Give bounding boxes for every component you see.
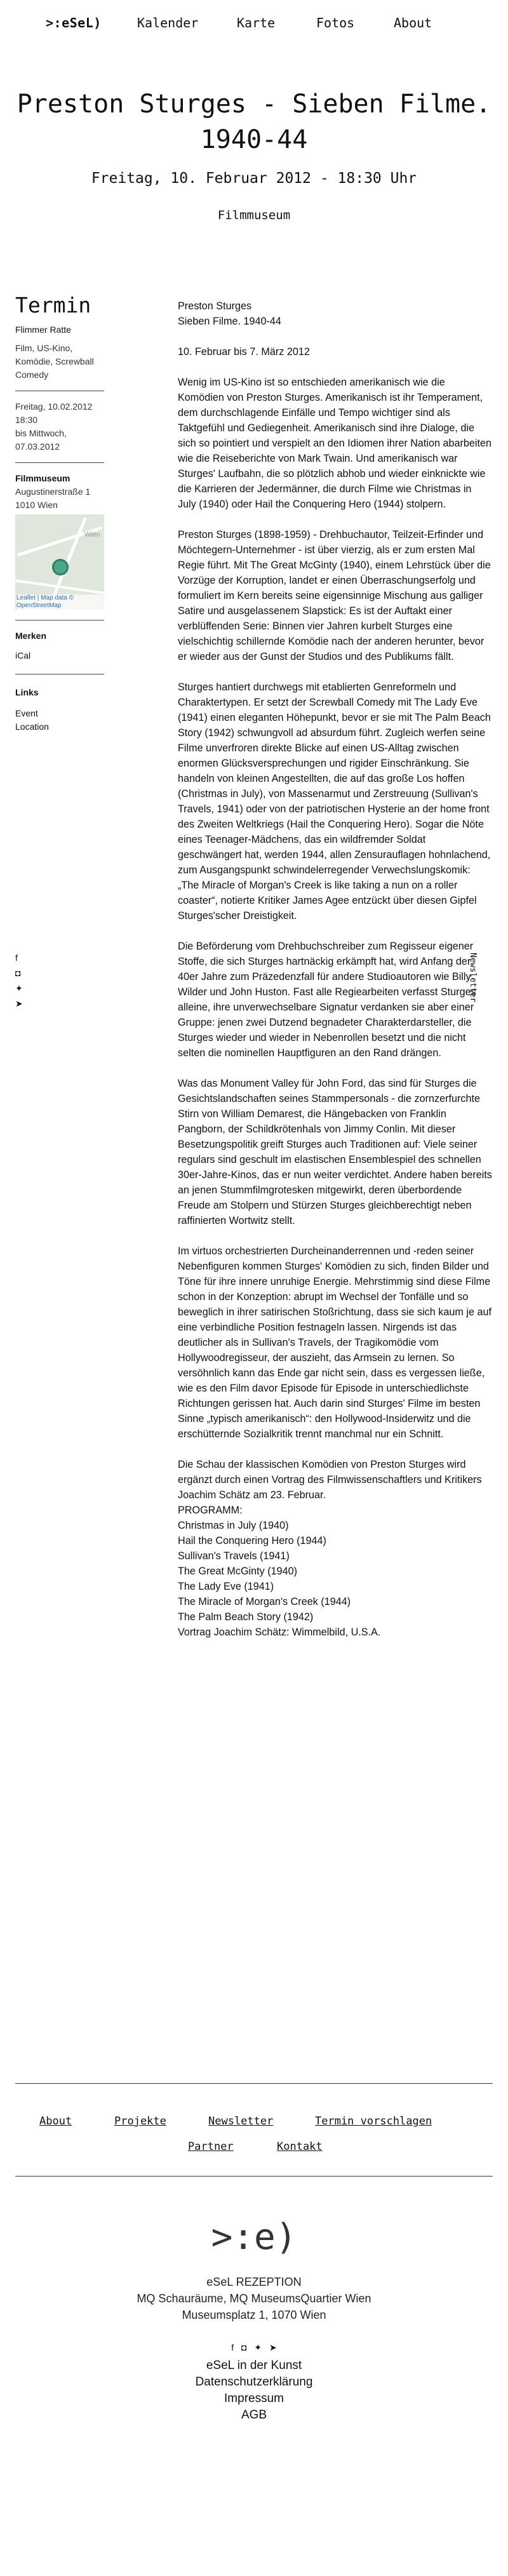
nav-karte[interactable]: Karte (237, 15, 276, 30)
twitter-icon[interactable]: ✦ (15, 983, 23, 993)
footer-link-partner[interactable]: Partner (188, 2140, 234, 2153)
instagram-icon[interactable]: ◘ (15, 968, 21, 978)
program-item: The Palm Beach Story (1942) (178, 1611, 314, 1623)
ical-link[interactable]: iCal (15, 650, 31, 661)
event-description (178, 299, 492, 1655)
reception-title: eSeL REZEPTION (206, 2276, 302, 2288)
nav-fotos[interactable]: Fotos (316, 15, 355, 30)
paragraph: Die Beförderung vom Drehbuchschreiber zum Regisseur eigener Stoffe, die sich Sturges hartnäckig erkämpft hat, wird Anfang der 40er Jahre zum Präzedenzfall für andere Studioautoren wie Billy Wilder und John Huston. Fast alle Regiearbeiten verfasst Sturges alleine, ihre unverwechselbare Signatur verdanken sie aber einer Gruppe: jenen zwei Dutzend begnadeter Charakterdarsteller, die Sturges wieder und wieder in Nebenrollen besetzt und die nicht selten die nominellen Hauptfiguren an den Rand drängen. (178, 941, 476, 1059)
venue-name[interactable]: Filmmuseum (15, 473, 70, 483)
footer-link-about[interactable]: About (39, 2115, 72, 2128)
time-start-date: Freitag, 10.02.2012 (15, 401, 93, 412)
twitter-icon[interactable]: ✦ (254, 2342, 262, 2352)
footer-divider (15, 2176, 493, 2177)
nav-about[interactable]: About (394, 15, 432, 30)
instagram-icon[interactable]: ◘ (241, 2342, 247, 2352)
venue-city: 1010 Wien (15, 500, 58, 510)
tag-flimmer-ratte[interactable]: Flimmer Ratte (15, 325, 71, 335)
sidebar-divider (15, 620, 104, 621)
nav-kalender[interactable]: Kalender (137, 15, 199, 30)
telegram-icon[interactable]: ➤ (15, 998, 23, 1009)
program-item: Christmas in July (1940) (178, 1520, 289, 1531)
event-link[interactable]: Event (15, 708, 38, 718)
event-date: Freitag, 10. Februar 2012 - 18:30 Uhr (91, 170, 417, 187)
paragraph: Was das Monument Valley für John Ford, das sind für Sturges die Gesichtslandschaften seines Stammpersonals - die zornzerfurchte Stirn von William Demarest, die Hängebacken von Franklin Pangborn, der Schildkrötenhals von Jimmy Conlin. Mit dieser Besetzungspolitik greift Sturges auch Traditionen auf: Viele seiner regulars sind geschult im elastischen Ensemblespiel des schnellen 30er-Jahre-Kinos, das er nun weiter verdichtet. Andere haben bereits an jenen Stummfilmgrotesken mitgewirkt, deren überbordende Freude am Stolpern und Stürzen Sturges gleichberechtigt neben raffinierten Wortwitz stellt. (178, 1078, 492, 1226)
paragraph: Im virtuos orchestrierten Durcheinanderrennen und -reden seiner Nebenfiguren kommen Sturges' Komödien zu sich, finden Bilder und Töne für ihre innere unruhige Energie. Mehrstimmig sind diese Filme schon in der Konzeption: abrupt im Wechsel der Tonfälle und so beweglich in ihrer satirischen Stoßrichtung, dass sie sich kaum je auf eine verbindliche Position festnageln lassen. Nirgends ist das deutlicher als in Sullivan's Travels, der Tragikomödie vom Hollywoodregisseur, der auszieht, das Armsein zu lernen. So versöhnlich kann das Ende gar nicht sein, dass es vergessen ließe, wie es den Film davor Episode für Episode in unterschiedlichste Richtungen gerissen hat. Auch darin sind Sturges' Filme im besten Sinne „typisch amerikanisch“: den Hollywood-Insiderwitz und die erschütternde Sozialkritik trennt manchmal nur ein Schnitt. (178, 1245, 491, 1440)
program-heading: PROGRAMM: (178, 1505, 243, 1516)
social-share-bar (15, 950, 28, 1011)
top-navigation (0, 0, 508, 48)
footer-link-esel-kunst[interactable]: eSeL in der Kunst (206, 2359, 302, 2372)
event-venue[interactable]: Filmmuseum (217, 208, 291, 222)
date-range: 10. Februar bis 7. März 2012 (178, 346, 310, 358)
footer-divider (15, 2083, 493, 2084)
footer-link-agb[interactable]: AGB (241, 2408, 267, 2422)
time-until: bis Mittwoch, (15, 428, 67, 438)
footer-link-impressum[interactable]: Impressum (224, 2392, 284, 2405)
telegram-icon[interactable]: ➤ (269, 2342, 277, 2352)
map-attribution[interactable]: Leaflet | Map data © OpenStreetMap (17, 594, 104, 610)
time-end-date: 07.03.2012 (15, 441, 60, 452)
footer-address (0, 2274, 508, 2323)
program-intro: Die Schau der klassischen Komödien von Preston Sturges wird ergänzt durch einen Vortrag des Filmwissenschaftlers und Kritikers Joachim Schätz am 23. Februar. (178, 1459, 482, 1501)
footer-social (0, 2342, 508, 2353)
footer-logo[interactable]: >:e) (211, 2217, 297, 2258)
paragraph: Preston Sturges (1898-1959) - Drehbuchautor, Teilzeit-Erfinder und Möchtegern-Unternehmer - ist über vierzig, als er zum ersten Mal Regie führt. Mit The Great McGinty (1940), einem Lehrstück über die Vorzüge der Korruption, landet er einen Überraschungserfolg und formuliert im Kern bereits seine eigensinnige Mischung aus galliger Satire und ausgelassenem Slapstick: Es ist der Auftakt einer verblüffenden Serie: Binnen vier Jahren kurbelt Sturges eine vielschichtig schillernde Komödie nach der anderen herunter, bevor er wieder aus der Gunst der Studios und des Publikums fällt. (178, 529, 491, 662)
footer-link-termin-vorschlagen[interactable]: Termin vorschlagen (315, 2115, 432, 2128)
sidebar-divider (15, 462, 104, 463)
footer-link-projekte[interactable]: Projekte (114, 2115, 166, 2128)
time-start-hour: 18:30 (15, 415, 38, 425)
event-sidebar (15, 293, 104, 734)
intro (178, 299, 492, 329)
sidebar-heading: Termin (15, 293, 91, 318)
paragraph: Wenig im US-Kino ist so entschieden amerikanisch wie die Komödien von Preston Sturges. Amerikanisch ist ihr Temperament, dem durchschlagende Einfälle und Tempo wichtiger sind als Taktgefühl und Gediegenheit. Amerikanisch sind ihre Dialoge, die sich so pointiert und verspielt an den Idiomen ihrer Nation abarbeiten wie die Reiseberichte von Mark Twain. Und amerikanisch war Sturges' Laufbahn, die so plötzlich abhob und wieder einknickte wie die Karrieren der Jedermänner, die durch Filme wie Christmas in July (1940) oder Hail the Conquering Hero (1944) stolpern. (178, 377, 492, 510)
page-title: Preston Sturges - Sieben Filme. 1940-44 (17, 90, 491, 154)
reception-location: MQ Schauräume, MQ MuseumsQuartier Wien (137, 2292, 371, 2305)
map-city-label: Wien (84, 531, 100, 539)
paragraph: Sturges hantiert durchwegs mit etablierten Genreformeln und Charaktertypen. Er setzt der Screwball Comedy mit The Lady Eve (1941) einen eleganten Höhepunkt, bevor er sie mit The Palm Beach Story (1942) schwungvoll ad absurdum führt. Zugleich werfen seine Filme unverfroren direkte Blicke auf einen US-Alltag zwischen enormen Glücksversprechungen und rigider Einschränkung. Sie handeln von kleinen Angestellten, die auf das große Los hoffen (Christmas in July), von Massenarmut und Zerstreuung (Sullivan's Travels, 1941) oder von der patriotischen Hysterie an der home front des Zweiten Weltkriegs (Hail the Conquering Hero). Sogar die Nöte eines Teenager-Mädchens, das ein wildfremder Soldat geschwängert hat, werden 1944, allen Zensurauflagen hohnlachend, zum Ausgangspunkt schwindelerregender Verwechslungskomik: „The Miracle of Morgan's Creek is like taking a nun on a roller coaster“, notierte Kritiker James Agee entzückt über diesen Gipfel Sturges'scher Dreistigkeit. (178, 681, 491, 922)
program-item: The Lady Eve (1941) (178, 1581, 274, 1592)
venue-map[interactable] (15, 514, 104, 610)
venue-street: Augustinerstraße 1 (15, 486, 91, 497)
newsletter-tab[interactable]: Newsletter (468, 953, 478, 1003)
site-logo[interactable]: >:eSeL) (46, 15, 102, 30)
facebook-icon[interactable]: f (231, 2342, 234, 2352)
footer-bottom-links (0, 2358, 508, 2424)
program-item: Hail the Conquering Hero (1944) (178, 1535, 326, 1546)
footer-link-kontakt[interactable]: Kontakt (277, 2140, 323, 2153)
program-item: Sullivan's Travels (1941) (178, 1550, 290, 1562)
map-marker-icon[interactable] (52, 559, 69, 575)
tag-genres: Film, US-Kino, Komödie, Screwball Comedy (15, 343, 94, 380)
intro-line: Sieben Filme. 1940-44 (178, 316, 281, 327)
footer-link-newsletter[interactable]: Newsletter (208, 2115, 274, 2128)
program (178, 1457, 492, 1640)
links-heading: Links (15, 687, 39, 697)
location-link[interactable]: Location (15, 721, 49, 732)
reception-street: Museumsplatz 1, 1070 Wien (182, 2309, 326, 2321)
program-item: The Miracle of Morgan's Creek (1944) (178, 1596, 351, 1607)
footer-link-datenschutz[interactable]: Datenschutzerklärung (195, 2375, 313, 2389)
facebook-icon[interactable]: f (15, 953, 18, 963)
program-item: The Great McGinty (1940) (178, 1566, 298, 1577)
merken-heading: Merken (15, 631, 47, 641)
program-item: Vortrag Joachim Schätz: Wimmelbild, U.S.A. (178, 1627, 381, 1638)
intro-line: Preston Sturges (178, 300, 252, 312)
